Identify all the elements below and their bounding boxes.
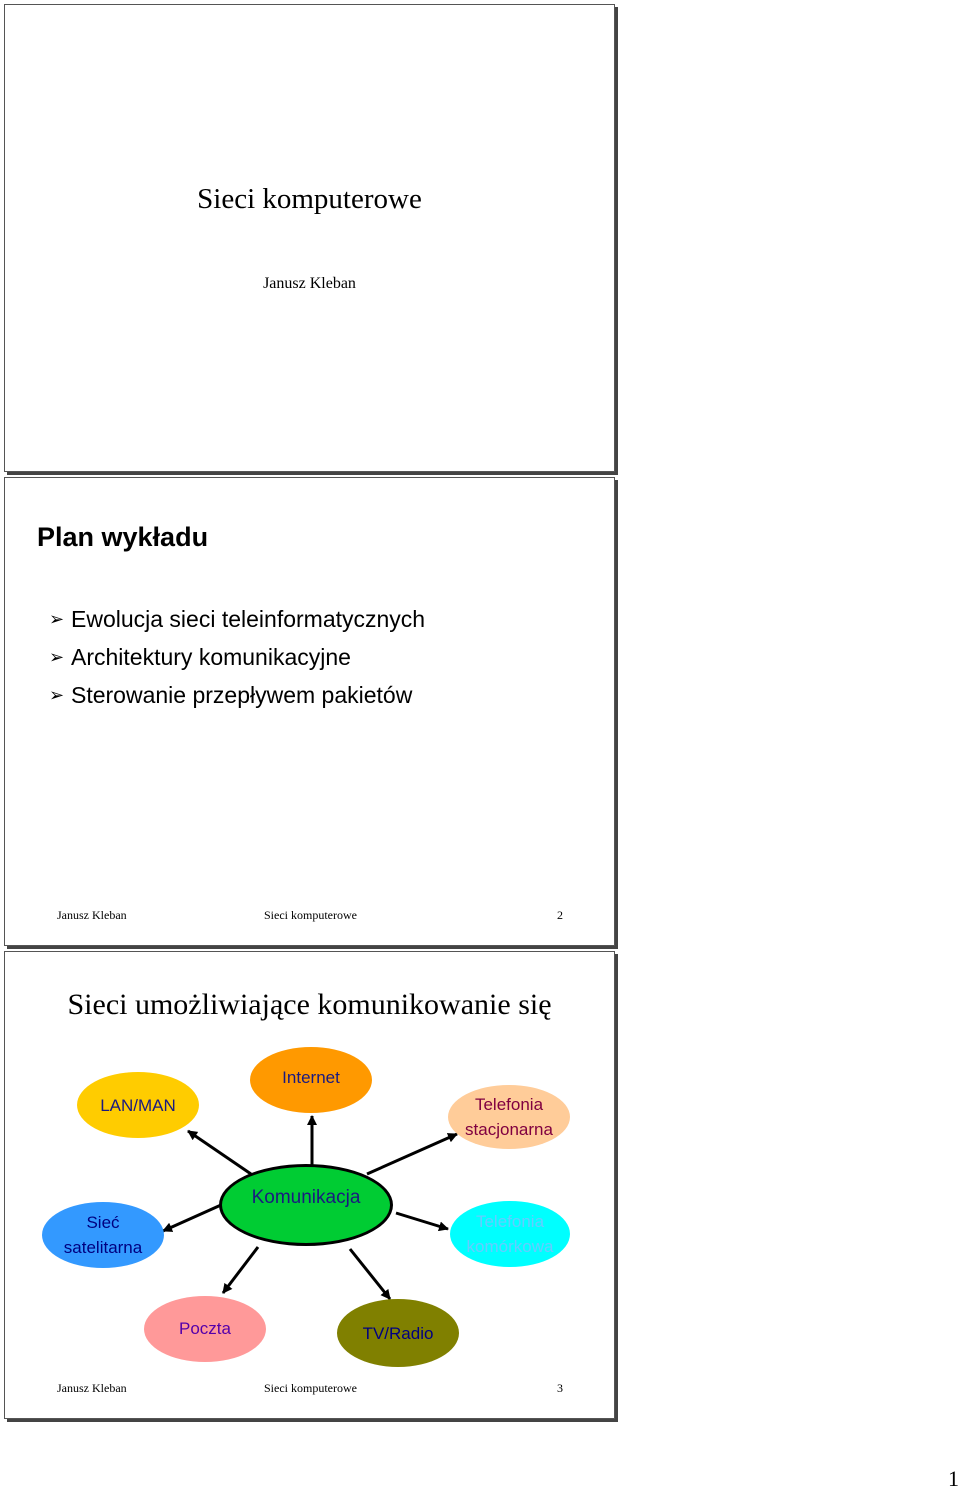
list-item-text: Sterowanie przepływem pakietów xyxy=(71,681,413,708)
slide-title: Sieci umożliwiające komunikowanie się xyxy=(67,988,552,1021)
page-number: 1 xyxy=(948,1466,959,1491)
arrow-to-tel-kom xyxy=(396,1213,448,1229)
arrow-to-sat xyxy=(163,1205,221,1231)
slide-title: Sieci komputerowe xyxy=(197,183,422,215)
arrow-to-tv xyxy=(350,1249,390,1299)
footer-title: Sieci komputerowe xyxy=(264,908,357,922)
slide-footer xyxy=(5,908,614,924)
list-item-text: Ewolucja sieci teleinformatycznych xyxy=(71,605,426,632)
node-telefonia-stacjonarna xyxy=(448,1085,570,1149)
arrow-bullet-icon: ➢ xyxy=(49,684,65,705)
node-label-line-1: Telefonia xyxy=(475,1212,545,1231)
node-label: Komunikacja xyxy=(251,1187,361,1208)
list-item xyxy=(49,638,425,676)
node-internet xyxy=(250,1047,372,1113)
node-poczta xyxy=(144,1296,266,1362)
node-label: Poczta xyxy=(179,1319,231,1338)
slide-3 xyxy=(4,951,615,1419)
footer-author: Janusz Kleban xyxy=(57,1381,127,1395)
node-label-line-1: Telefonia xyxy=(474,1095,544,1114)
arrow-to-tel-stac xyxy=(367,1134,457,1174)
node-komunikacja xyxy=(219,1164,393,1246)
slide-author: Janusz Kleban xyxy=(263,275,356,292)
footer-author: Janusz Kleban xyxy=(57,908,127,922)
node-label: TV/Radio xyxy=(362,1323,434,1343)
bullet-list xyxy=(49,600,425,714)
node-label-line-1: Sieć xyxy=(86,1213,120,1232)
node-tv-radio xyxy=(337,1299,459,1367)
slide-footer xyxy=(5,1381,614,1397)
list-item-text: Architektury komunikacyjne xyxy=(71,643,351,670)
node-label: Internet xyxy=(282,1068,340,1087)
list-item xyxy=(49,676,425,714)
arrow-to-lan xyxy=(188,1131,251,1174)
footer-title: Sieci komputerowe xyxy=(264,1381,357,1395)
footer-slide-number: 2 xyxy=(557,908,563,922)
arrow-bullet-icon: ➢ xyxy=(49,608,65,629)
node-lan-man xyxy=(77,1072,199,1138)
slide-title: Plan wykładu xyxy=(37,522,209,552)
node-label-line-2: stacjonarna xyxy=(465,1120,553,1139)
arrow-bullet-icon: ➢ xyxy=(49,646,65,667)
slide-1 xyxy=(4,4,615,472)
footer-slide-number: 3 xyxy=(557,1381,563,1395)
node-label-line-2: komórkowa xyxy=(466,1237,554,1256)
node-telefonia-komorkowa xyxy=(450,1201,570,1267)
node-siec-satelitarna xyxy=(42,1202,164,1268)
arrow-to-poczta xyxy=(223,1247,258,1293)
list-item xyxy=(49,600,425,638)
node-label-line-2: satelitarna xyxy=(63,1238,143,1257)
slide-2 xyxy=(4,477,615,946)
node-label: LAN/MAN xyxy=(100,1095,176,1115)
